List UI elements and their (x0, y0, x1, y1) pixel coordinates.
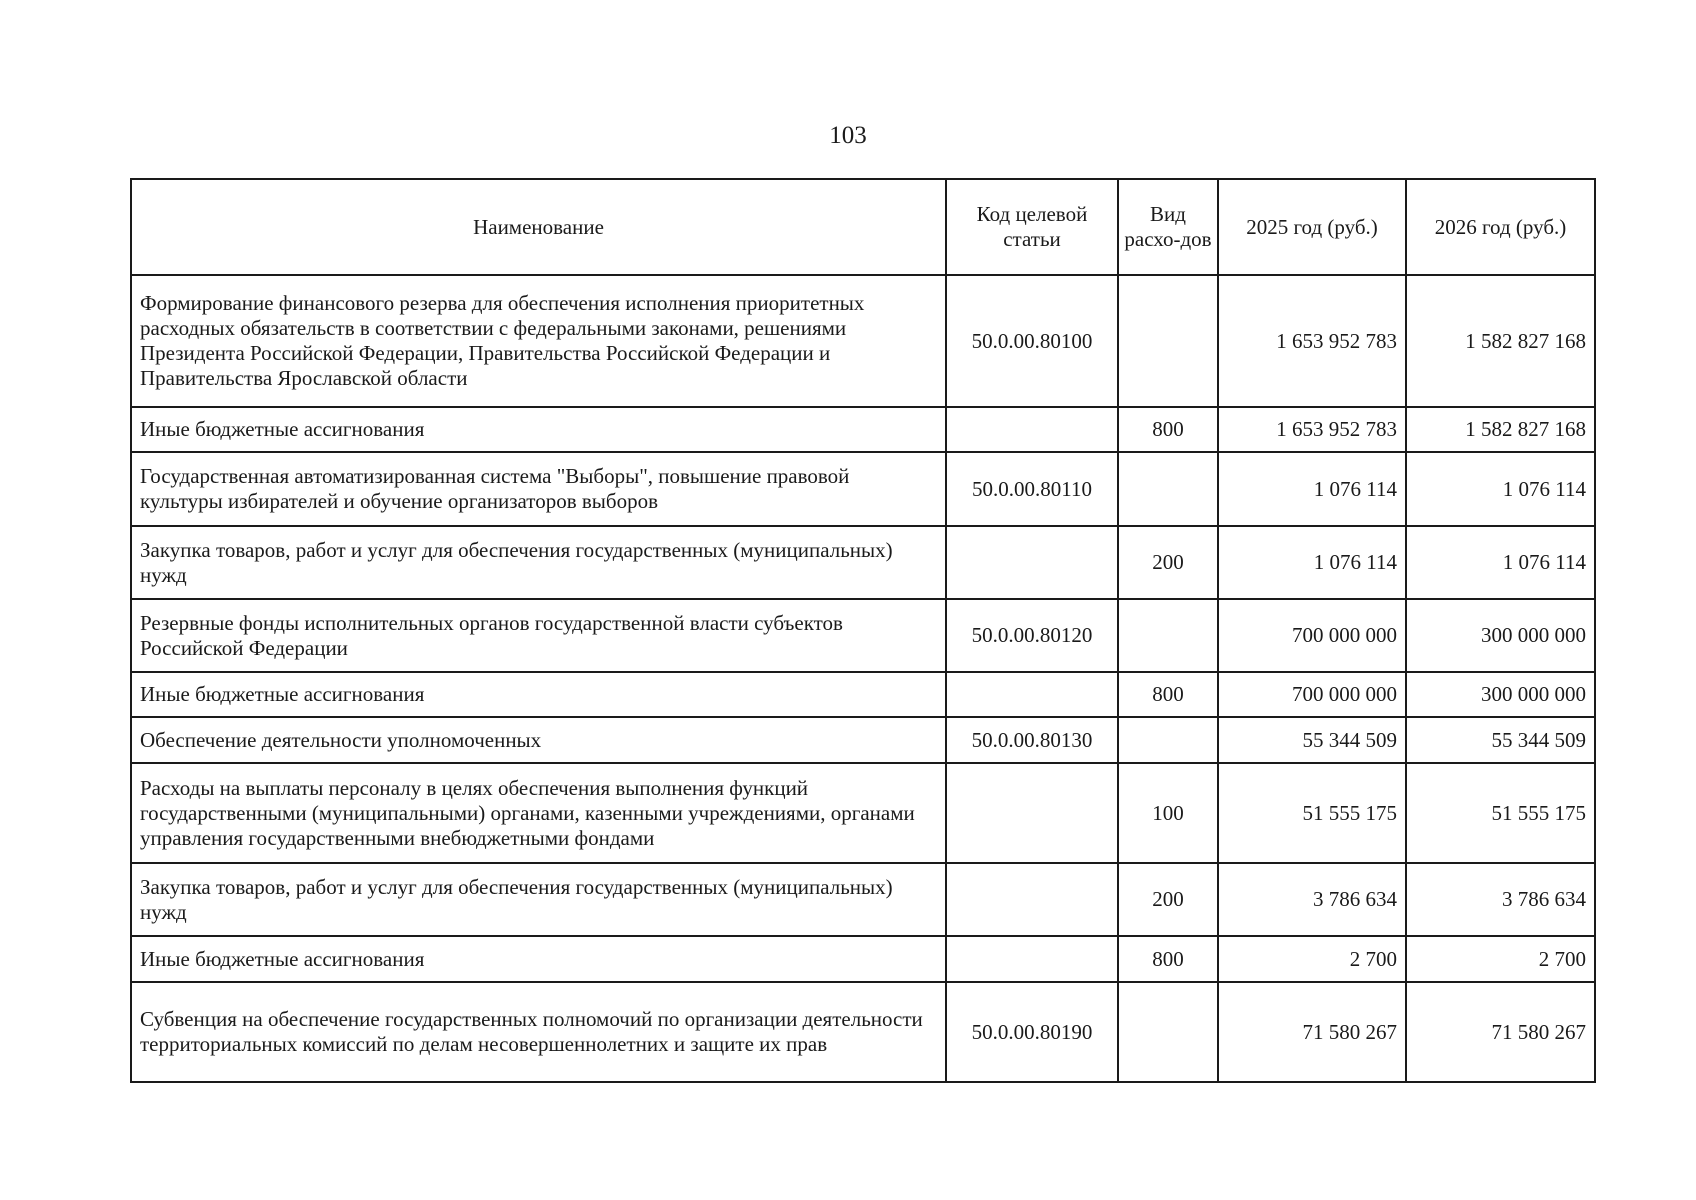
table-row (131, 763, 1595, 863)
row-code: 50.0.00.80120 (946, 599, 1118, 672)
row-kind: 800 (1118, 407, 1218, 452)
header-year-2026: 2026 год (руб.) (1406, 179, 1595, 275)
row-amount-2025: 700 000 000 (1218, 672, 1406, 717)
row-amount-2025: 51 555 175 (1218, 763, 1406, 863)
row-amount-2025: 1 076 114 (1218, 452, 1406, 526)
row-amount-2025: 1 653 952 783 (1218, 275, 1406, 407)
page-number: 103 (829, 122, 867, 149)
row-amount-2025: 71 580 267 (1218, 982, 1406, 1082)
row-name: Формирование финансового резерва для обеспечения исполнения приоритетных расходных обязательств в соответствии с федеральными законами, решениями Президента Российской Федерации, Правительства Российской Федерации и Правительства Ярославской области (131, 275, 946, 407)
row-kind: 100 (1118, 763, 1218, 863)
row-name: Закупка товаров, работ и услуг для обеспечения государственных (муниципальных) нужд (131, 863, 946, 936)
row-name: Расходы на выплаты персоналу в целях обеспечения выполнения функций государственными (муниципальными) органами, казенными учреждениями, органами управления государственными внебюджетными фондами (131, 763, 946, 863)
table-row (131, 599, 1595, 672)
row-code (946, 526, 1118, 599)
row-name: Иные бюджетные ассигнования (131, 407, 946, 452)
row-amount-2026: 1 582 827 168 (1406, 275, 1595, 407)
row-code: 50.0.00.80100 (946, 275, 1118, 407)
row-amount-2025: 55 344 509 (1218, 717, 1406, 763)
row-amount-2026: 3 786 634 (1406, 863, 1595, 936)
header-code: Код целевой статьи (946, 179, 1118, 275)
row-name: Обеспечение деятельности уполномоченных (131, 717, 946, 763)
budget-table (130, 178, 1596, 1083)
table-row (131, 982, 1595, 1082)
row-code (946, 863, 1118, 936)
row-kind (1118, 599, 1218, 672)
table-row (131, 936, 1595, 982)
row-amount-2025: 1 076 114 (1218, 526, 1406, 599)
row-amount-2026: 1 582 827 168 (1406, 407, 1595, 452)
row-amount-2026: 51 555 175 (1406, 763, 1595, 863)
row-amount-2025: 3 786 634 (1218, 863, 1406, 936)
row-amount-2026: 300 000 000 (1406, 672, 1595, 717)
row-amount-2025: 2 700 (1218, 936, 1406, 982)
row-name: Иные бюджетные ассигнования (131, 672, 946, 717)
row-code (946, 936, 1118, 982)
row-name: Государственная автоматизированная система "Выборы", повышение правовой культуры избирателей и обучение организаторов выборов (131, 452, 946, 526)
row-amount-2026: 55 344 509 (1406, 717, 1595, 763)
header-name: Наименование (131, 179, 946, 275)
row-amount-2026: 2 700 (1406, 936, 1595, 982)
header-year-2025: 2025 год (руб.) (1218, 179, 1406, 275)
row-code: 50.0.00.80190 (946, 982, 1118, 1082)
row-amount-2026: 1 076 114 (1406, 526, 1595, 599)
table-row (131, 407, 1595, 452)
row-kind: 200 (1118, 526, 1218, 599)
table-row (131, 717, 1595, 763)
row-code: 50.0.00.80130 (946, 717, 1118, 763)
table-row (131, 452, 1595, 526)
row-amount-2026: 1 076 114 (1406, 452, 1595, 526)
row-amount-2025: 700 000 000 (1218, 599, 1406, 672)
row-amount-2026: 300 000 000 (1406, 599, 1595, 672)
table-row (131, 526, 1595, 599)
row-name: Субвенция на обеспечение государственных полномочий по организации деятельности территориальных комиссий по делам несовершеннолетних и защите их прав (131, 982, 946, 1082)
table-row (131, 863, 1595, 936)
row-code: 50.0.00.80110 (946, 452, 1118, 526)
row-kind: 200 (1118, 863, 1218, 936)
row-name: Закупка товаров, работ и услуг для обеспечения государственных (муниципальных) нужд (131, 526, 946, 599)
row-code (946, 672, 1118, 717)
table-row (131, 672, 1595, 717)
row-amount-2026: 71 580 267 (1406, 982, 1595, 1082)
table-header-row (131, 179, 1595, 275)
row-code (946, 407, 1118, 452)
row-kind (1118, 275, 1218, 407)
row-kind (1118, 452, 1218, 526)
header-kind: Вид расхо-дов (1118, 179, 1218, 275)
row-name: Резервные фонды исполнительных органов государственной власти субъектов Российской Федерации (131, 599, 946, 672)
row-amount-2025: 1 653 952 783 (1218, 407, 1406, 452)
row-kind (1118, 717, 1218, 763)
row-kind: 800 (1118, 936, 1218, 982)
table-row (131, 275, 1595, 407)
row-code (946, 763, 1118, 863)
row-name: Иные бюджетные ассигнования (131, 936, 946, 982)
row-kind (1118, 982, 1218, 1082)
row-kind: 800 (1118, 672, 1218, 717)
